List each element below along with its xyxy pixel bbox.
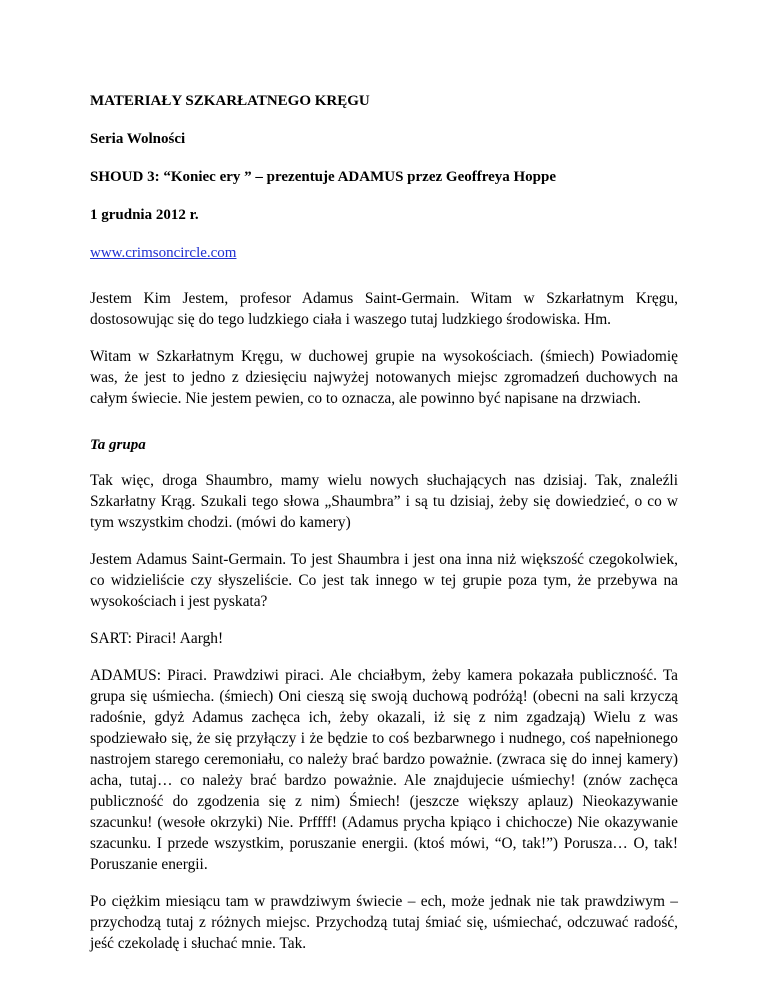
section-paragraph-2: Jestem Adamus Saint-Germain. To jest Shaumbra i jest ona inna niż większość czegokolwiek, co widzieliście czy słyszeliście. Co jest tak innego w tej grupie poza tym, że przebywa na wysokościach i jest pyskata? xyxy=(90,551,678,610)
section-paragraph-5: Po ciężkim miesiącu tam w prawdziwym świecie – ech, może jednak nie tak prawdziwym – przychodzą tutaj z różnych miejsc. Przychodzą tutaj śmiać się, uśmiechać, odczuwać radość, jeść czekoladę i słuchać mnie. Tak. xyxy=(90,893,678,952)
intro-paragraph-1: Jestem Kim Jestem, profesor Adamus Saint-Germain. Witam w Szkarłatnym Kręgu, dostosowując się do tego ludzkiego ciała i waszego tutaj ludzkiego środowiska. Hm. xyxy=(90,290,678,328)
intro-paragraph-2: Witam w Szkarłatnym Kręgu, w duchowej grupie na wysokościach. (śmiech) Powiadomię was, że jest to jedno z dziesięciu najwyżej notowanych miejsc zgromadzeń duchowych na całym świecie. Nie jestem pewien, co to oznacza, ale powinno być napisane na drzwiach. xyxy=(90,348,678,407)
section-heading: Ta grupa xyxy=(90,437,146,453)
document-title: MATERIAŁY SZKARŁATNEGO KRĘGU xyxy=(90,93,370,109)
series-name: Seria Wolności xyxy=(90,131,186,147)
section-paragraph-3: SART: Piraci! Aargh! xyxy=(90,630,224,647)
section-paragraph-1: Tak więc, droga Shaumbro, mamy wielu nowych słuchających nas dzisiaj. Tak, znaleźli Szkarłatny Krąg. Szukali tego słowa „Shaumbra” i są tu dzisiaj, żeby się dowiedzieć, o co w tym wszystkim chodzi. (mówi do kamery) xyxy=(90,472,678,531)
website-link[interactable]: www.crimsoncircle.com xyxy=(90,245,237,261)
shoud-title: SHOUD 3: “Koniec ery ” – prezentuje ADAMUS przez Geoffreya Hoppe xyxy=(90,169,557,185)
document-date: 1 grudnia 2012 r. xyxy=(90,207,199,223)
section-paragraph-4: ADAMUS: Piraci. Prawdziwi piraci. Ale chciałbym, żeby kamera pokazała publiczność. Ta grupa się uśmiecha. (śmiech) Oni cieszą się swoją duchową podróżą! (obecni na sali krzyczą radośnie, gdyż Adamus zachęca ich, żeby okazali, iż się z nim zgadzają) Wielu z was spodziewało się, że się przyłączy i że będzie to coś bezbarwnego i nudnego, coś napełnionego nastrojem starego ceremoniału, co należy brać bardzo poważnie. (zwraca się do innej kamery) acha, tutaj… co należy brać bardzo poważnie. Ale znajdujecie uśmiechy! (znów zachęca publiczność do zgodzenia się z nim) Śmiech! (jeszcze większy aplauz) Nieokazywanie szacunku! (wesołe okrzyki) Nie. Prffff! (Adamus prycha kpiąco i chichocze) Nie okazywanie szacunku. I przede wszystkim, poruszanie energii. (ktoś mówi, “O, tak!”) Porusza… O, tak! Poruszanie energii. xyxy=(90,667,678,873)
